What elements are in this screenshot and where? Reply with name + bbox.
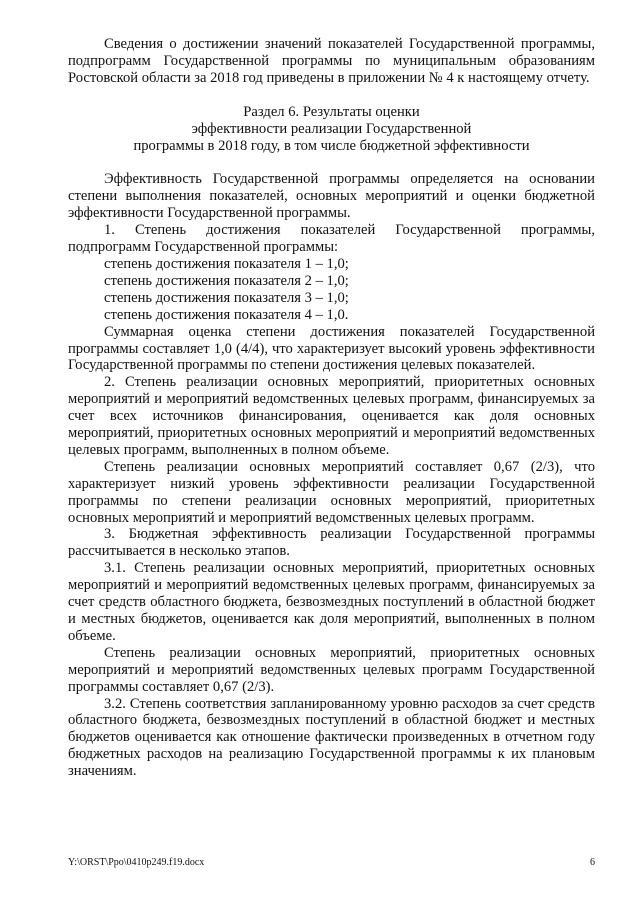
paragraph-item-2: 2. Степень реализации основных мероприятий, приоритетных основных мероприятий и мероприятий ведомственных целевых программ, финансируемых за счет всех источников финансирования, оценивается как доля основных мероприятий, приоритетных основных мероприятий и мероприятий ведомственных целевых программ, выполненных в полном объеме. [68,374,595,458]
page-footer [68,856,595,870]
paragraph-item-3-2: 3.2. Степень соответствия запланированному уровню расходов за счет средств областного бюджета, безвозмездных поступлений в областной бюджет и местных бюджетов оценивается как отношение фактически произведенных в отчетном году бюджетных расходов на реализацию Государственной программы к их плановым значениям. [68,695,595,780]
section-heading-line-2: эффективности реализации Государственной [191,120,472,137]
document-body [68,36,595,780]
paragraph-item-3-1-result: Степень реализации основных мероприятий, приоритетных основных мероприятий и мероприятий ведомственных целевых программ Государственной программы составляет 0,67 (2/3). [68,644,595,695]
paragraph-item-3: 3. Бюджетная эффективность реализации Государственной программы рассчитывается в несколько этапов. [68,526,595,560]
indicator-item: степень достижения показателя 4 – 1,0. [104,306,349,323]
paragraph-efficiency: Эффективность Государственной программы определяется на основании степени выполнения показателей, основных мероприятий и оценки бюджетной эффективности Государственной программы. [68,171,595,222]
paragraph-item-1: 1. Степень достижения показателей Государственной программы, подпрограмм Государственной программы: [68,222,595,256]
paragraph-summary: Суммарная оценка степени достижения показателей Государственной программы составляет 1,0 (4/4), что характеризует высокий уровень эффективности Государственной программы по степени достижения целевых показателей. [68,323,595,374]
indicator-item: степень достижения показателя 2 – 1,0; [104,272,349,289]
section-heading-line-3: программы в 2018 году, в том числе бюджетной эффективности [133,137,530,154]
section-heading [68,104,595,155]
file-path: Y:\ORST\Ppo\0410p249.f19.docx [68,857,205,868]
paragraph-item-2-result: Степень реализации основных мероприятий составляет 0,67 (2/3), что характеризует низкий уровень эффективности реализации Государственной программы по степени реализации основных мероприятий, приоритетных основных мероприятий и мероприятий ведомственных целевых программ. [68,458,595,526]
indicator-item: степень достижения показателя 3 – 1,0; [104,289,349,306]
indicator-item: степень достижения показателя 1 – 1,0; [104,255,349,272]
paragraph-item-3-1: 3.1. Степень реализации основных мероприятий, приоритетных основных мероприятий и мероприятий ведомственных целевых программ, финансируемых за счет средств областного бюджета, безвозмездных поступлений в областной бюджет и местных бюджетов, оценивается как доля мероприятий, выполненных в полном объеме. [68,560,595,644]
page-number: 6 [590,857,595,868]
section-heading-line-1: Раздел 6. Результаты оценки [243,103,420,120]
paragraph-intro: Сведения о достижении значений показателей Государственной программы, подпрограмм Государственной программы по муниципальным образованиям Ростовской области за 2018 год приведены в приложении № 4 к настоящему отчету. [68,36,595,86]
